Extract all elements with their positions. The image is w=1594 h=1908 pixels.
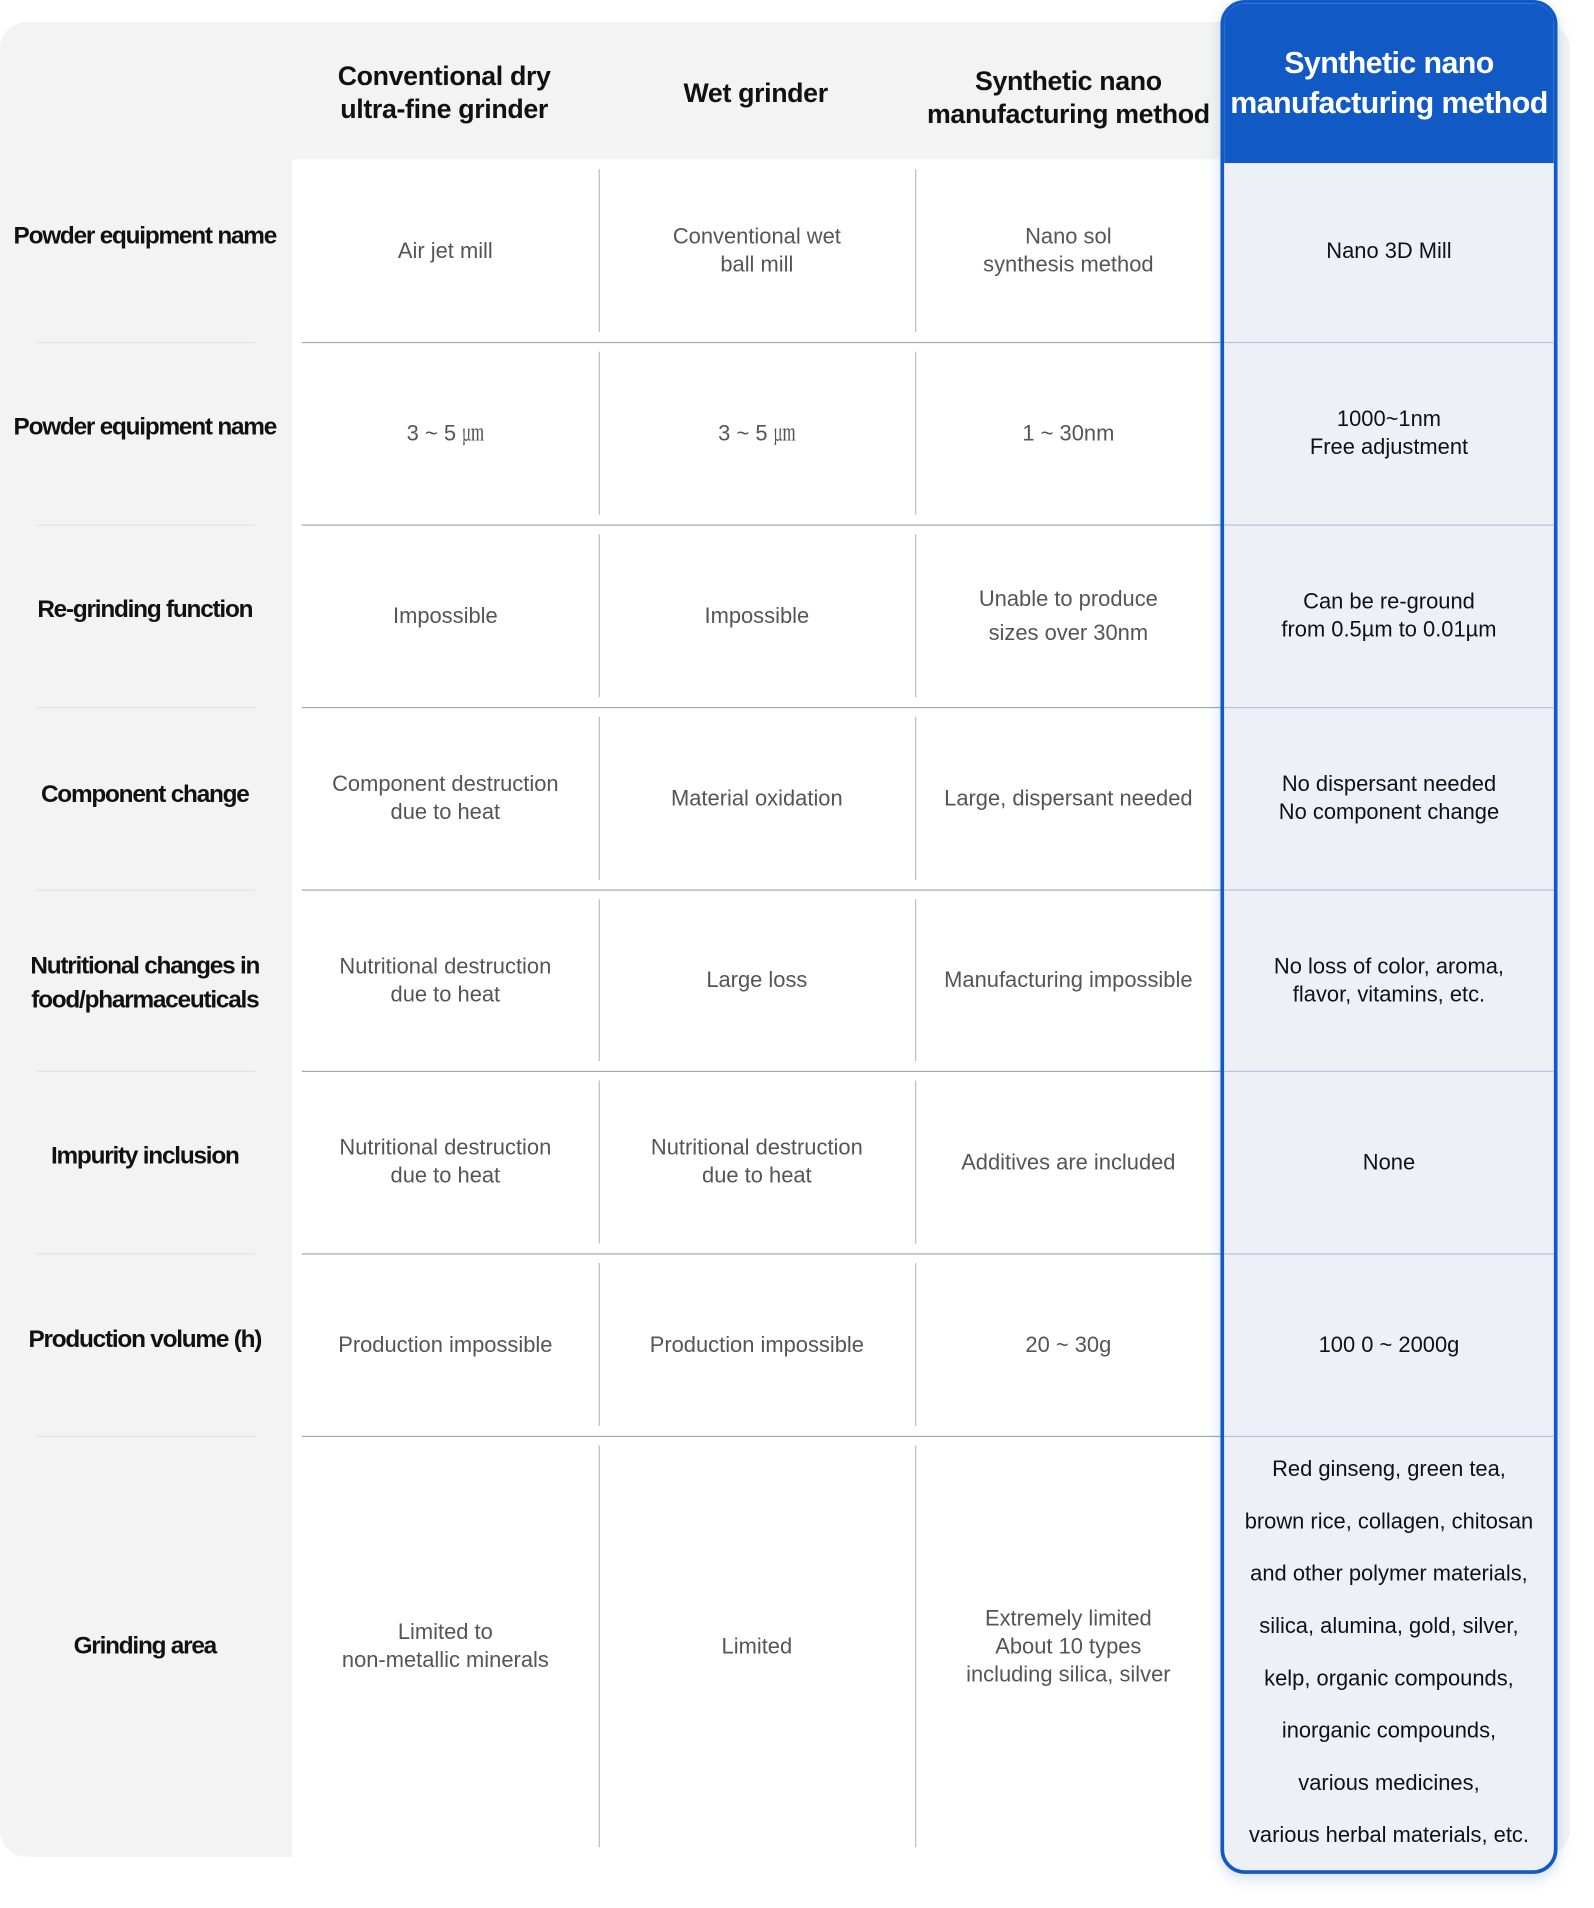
- highlight-value-cell: No dispersant needed No component change: [1278, 771, 1500, 824]
- highlight-value-cell: None: [1362, 1149, 1416, 1174]
- value-cell: Air jet mill: [397, 237, 493, 263]
- value-cell: Conventional wet ball mill: [672, 223, 841, 277]
- value-cell: Impossible: [704, 602, 810, 628]
- value-cell: Large, dispersant needed: [944, 785, 1193, 810]
- row-label: Powder equipment name: [13, 413, 277, 441]
- value-cell: Material oxidation: [671, 785, 843, 810]
- highlight-column: [1220, 0, 1557, 1874]
- row-label: Re-grinding function: [37, 596, 253, 624]
- highlight-value-cell: Nano 3D Mill: [1326, 237, 1452, 263]
- highlight-column-header: [1224, 4, 1554, 163]
- row-label: Production volume (h): [28, 1326, 262, 1354]
- highlight-value-cell: 100 0 ~ 2000g: [1318, 1331, 1460, 1357]
- row-label: Powder equipment name: [13, 222, 277, 250]
- value-cell: Additives are included: [961, 1149, 1176, 1174]
- value-cell: Unable to produce sizes over 30nm: [978, 586, 1158, 645]
- highlight-value-cell: 1000~1nm Free adjustment: [1309, 406, 1469, 459]
- value-cell: Limited: [721, 1633, 793, 1658]
- highlight-value-cell: No loss of color, aroma, flavor, vitamins, etc.: [1273, 953, 1505, 1006]
- value-cell: 20 ~ 30g: [1025, 1331, 1112, 1357]
- value-cell: Manufacturing impossible: [944, 967, 1193, 992]
- value-cell: Large loss: [706, 967, 808, 992]
- highlight-value-cell: Red ginseng, green tea, brown rice, collagen, chitosan and other polymer materials, silica, alumina, gold, silver, kelp, organic compounds, inorganic compounds, various medicines, various herbal materials, etc.: [1244, 1455, 1534, 1847]
- value-cell: Component destruction due to heat: [332, 771, 559, 824]
- value-cell: Impossible: [392, 602, 498, 628]
- value-cell: Nano sol synthesis method: [983, 223, 1154, 277]
- highlight-column-title: Synthetic nano manufacturing method: [1230, 45, 1548, 120]
- row-label: Nutritional changes in food/pharmaceuticals: [30, 952, 260, 1013]
- value-cell: Production impossible: [338, 1331, 553, 1357]
- row-label: Component change: [40, 781, 249, 808]
- highlight-value-cell: Can be re-ground from 0.5µm to 0.01µm: [1281, 588, 1497, 642]
- value-cell: Nutritional destruction due to heat: [339, 1135, 552, 1188]
- value-cell: Production impossible: [649, 1331, 864, 1357]
- value-cell: Nutritional destruction due to heat: [650, 1135, 863, 1188]
- column-header-dry-grinder: Conventional dry ultra-fine grinder: [337, 60, 551, 125]
- value-cell: Extremely limited About 10 types including silica, silver: [966, 1605, 1171, 1686]
- value-cell: 3 ~ 5 ㎛: [406, 420, 485, 445]
- value-cell: Nutritional destruction due to heat: [339, 953, 552, 1006]
- value-cell: 1 ~ 30nm: [1022, 420, 1115, 445]
- value-cell: Limited to non-metallic minerals: [341, 1619, 549, 1672]
- row-label: Impurity inclusion: [50, 1142, 239, 1170]
- column-header-synthetic-nano: Synthetic nano manufacturing method: [926, 65, 1210, 129]
- column-header-wet-grinder: Wet grinder: [683, 77, 828, 108]
- label-divider: [37, 889, 256, 890]
- row-label: Grinding area: [73, 1632, 217, 1660]
- value-cell: 3 ~ 5 ㎛: [718, 420, 796, 445]
